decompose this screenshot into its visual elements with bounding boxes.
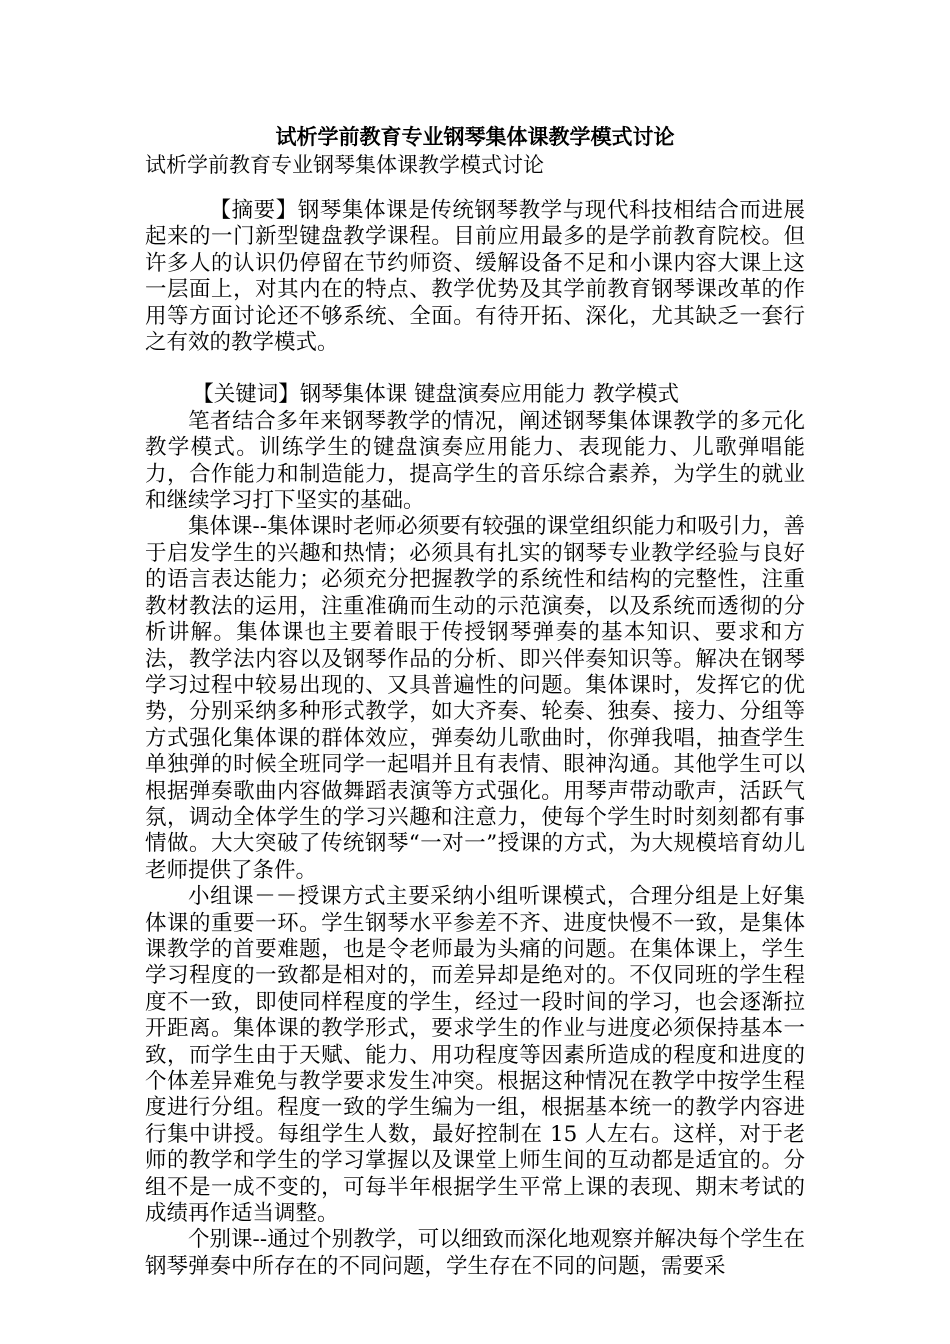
group-class-paragraph: 集体课--集体课时老师必须要有较强的课堂组织能力和吸引力，善于启发学生的兴趣和热情；必须具有扎实的钢琴专业教学经验与良好的语言表达能力；必须充分把握教学的系统性和结构的完整性，注重教材教法的运用，注重准确而生动的示范演奏，以及系统而透彻的分析讲解。集体课也主要着眼于传授钢琴弹奏的基本知识、要求和方法，教学法内容以及钢琴作品的分析、即兴伴奏知识等。解决在钢琴学习过程中较易出现的、又具普遍性的问题。集体课时，发挥它的优势，分别采纳多种形式教学，如大齐奏、轮奏、独奏、接力、分组等方式强化集体课的群体效应，弹奏幼儿歌曲时，你弹我唱，抽查学生单独弹的时候全班同学一起唱并且有表情、眼神沟通。其他学生可以根据弹奏歌曲内容做舞蹈表演等方式强化。用琴声带动歌声，活跃气氛，调动全体学生的学习兴趣和注意力，使每个学生时时刻刻都有事情做。大大突破了传统钢琴“一对一”授课的方式，为大规模培育幼儿老师提供了条件。 [145,514,805,883]
document-body [145,198,805,1280]
document-subtitle: 试析学前教育专业钢琴集体课教学模式讨论 [145,153,544,177]
document-title: 试析学前教育专业钢琴集体课教学模式讨论 [275,124,675,149]
small-group-paragraph: 小组课－－授课方式主要采纳小组听课模式，合理分组是上好集体课的重要一环。学生钢琴水平参差不齐、进度快慢不一致，是集体课教学的首要难题，也是令老师最为头痛的问题。在集体课上，学生学习程度的一致都是相对的，而差异却是绝对的。不仅同班的学生程度不一致，即使同样程度的学生，经过一段时间的学习，也会逐渐拉开距离。集体课的教学形式，要求学生的作业与进度必须保持基本一致，而学生由于天赋、能力、用功程度等因素所造成的程度和进度的个体差异难免与教学要求发生冲突。根据这种情况在教学中按学生程度进行分组。程度一致的学生编为一组，根据基本统一的教学内容进行集中讲授。每组学生人数，最好控制在 15 人左右。这样，对于老师的教学和学生的学习掌握以及课堂上师生间的互动都是适宜的。分组不是一成不变的，可每半年根据学生平常上课的表现、期末考试的成绩再作适当调整。 [145,884,805,1227]
intro-paragraph: 笔者结合多年来钢琴教学的情况，阐述钢琴集体课教学的多元化教学模式。训练学生的键盘演奏应用能力、表现能力、儿歌弹唱能力，合作能力和制造能力，提高学生的音乐综合素养，为学生的就业和继续学习打下坚实的基础。 [145,408,805,514]
keywords-paragraph: 【关键词】钢琴集体课 键盘演奏应用能力 教学模式 [192,382,679,408]
abstract-paragraph: 【摘要】钢琴集体课是传统钢琴教学与现代科技相结合而进展起来的一门新型键盘教学课程。目前应用最多的是学前教育院校。但许多人的认识仍停留在节约师资、缓解设备不足和小课内容大课上这一层面上，对其内在的特点、教学优势及其学前教育钢琴课改革的作用等方面讨论还不够系统、全面。有待开拓、深化，尤其缺乏一套行之有效的教学模式。 [145,198,805,356]
individual-class-paragraph: 个别课--通过个别教学，可以细致而深化地观察并解决每个学生在钢琴弹奏中所存在的不同问题，学生存在不同的问题，需要采 [145,1227,805,1279]
